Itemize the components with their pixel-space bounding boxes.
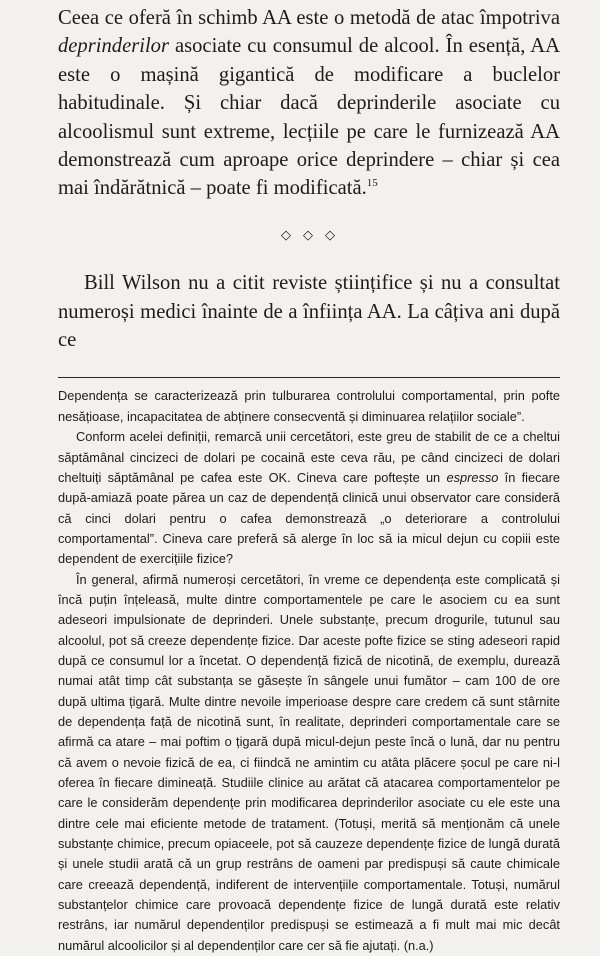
fn2-text-before: Conform acelei definiții, remarcă unii cercetători, este greu de stabilit de ce a cheltui săptămânal cincizeci de dolari pe cocaină este ceva rău, pe când cincizeci de dolari cheltuiți săptămânal pe cafea este OK. Cineva care poftește un	[58, 429, 560, 485]
main-paragraph-1	[58, 0, 560, 203]
footnote-paragraph-3: În general, afirmă numeroși cercetători, în vreme ce dependența este complicată și încă puțin înțeleasă, multe dintre comportamentele pe care le asociem cu ea sunt adeseori impulsionate de deprinderi. Unele substanțe, precum drogurile, tutunul sau alcoolul, pot să creeze dependențe fizice. Dar aceste pofte fizice se sting adeseori rapid după ce consumul lor a încetat. O dependență fizică de nicotină, de exemplu, durează numai atât timp cât substanța se găsește în sângele unui fumător – cam 100 de ore după ultima țigară. Multe dintre nevoile imperioase despre care credem că sunt stârnite de dependența față de nicotină sunt, în realitate, deprinderi comportamentale care se afirmă ca atare – mai poftim o țigară după micul-dejun peste încă o lună, dar nu pentru că avem o nevoie fizică de ea, ci fiindcă ne amintim cu atâta plăcere șocul pe care ni-l oferea în fiecare dimineață. Studiile clinice au arătat că atacarea comportamentelor pe care le considerăm dependențe prin modificarea deprinderilor asociate cu ele este una dintre cele mai eficiente metode de tratament. (Totuși, merită să menționăm că unele substanțe chimice, precum opiaceele, pot să cauzeze dependențe fizice de lungă durată și unele studii arată că un grup restrâns de oameni par predispuși să caute chimicale care creează dependență, indiferent de intervențiile comportamentale. Totuși, numărul substanțelor chimice care provoacă dependențe fizice de lungă durată este relativ restrâns, iar numărul dependenților predispuși se estimează a fi mult mai mic decât numărul alcoolicilor și al dependenților care cer să fie ajutați. (n.a.)	[58, 571, 560, 953]
footnote-block	[58, 386, 560, 956]
footnote-paragraph-1: Dependența se caracterizează prin tulburarea controlului comportamental, prin pofte nesățioase, incapacitatea de abținere consecventă și diminuarea relațiilor sociale”.	[58, 388, 560, 424]
p1-emphasis: deprinderilor	[58, 35, 169, 58]
footnote-divider	[58, 377, 560, 378]
p1-text-after: asociate cu consumul de alcool. În esență, AA este o mașină gigantică de modificare a buclelor habitudinale. Și chiar dacă deprinderile asociate cu alcoolismul sunt extreme, lecțiile pe care le furnizează AA demonstrează cum aproape orice deprindere – chiar și cea mai îndărătnică – poate fi modificată.	[58, 35, 560, 200]
fn2-emphasis: espresso	[446, 469, 499, 485]
main-text	[58, 0, 560, 354]
p1-text-before: Ceea ce oferă în schimb AA este o metodă de atac împotriva	[58, 7, 560, 29]
section-break-ornament: ◇◇◇	[281, 227, 347, 243]
footnote-paragraph-2	[58, 427, 560, 569]
main-paragraph-2: Bill Wilson nu a citit reviste științifice și nu a consultat numeroși medici înainte de a înființa AA. La câțiva ani după ce	[58, 272, 560, 352]
footnote-reference: 15	[366, 177, 378, 190]
fn2-text-after: în fiecare după-amiază poate părea un caz de dependență clinică unui observator care consideră că cinci dolari pentru o cafea demonstrează „o deteriorare a controlului comportamental”. Cineva care preferă să alerge în loc să ia micul dejun cu copiii este dependent de exercițiile fizice?	[58, 469, 560, 567]
